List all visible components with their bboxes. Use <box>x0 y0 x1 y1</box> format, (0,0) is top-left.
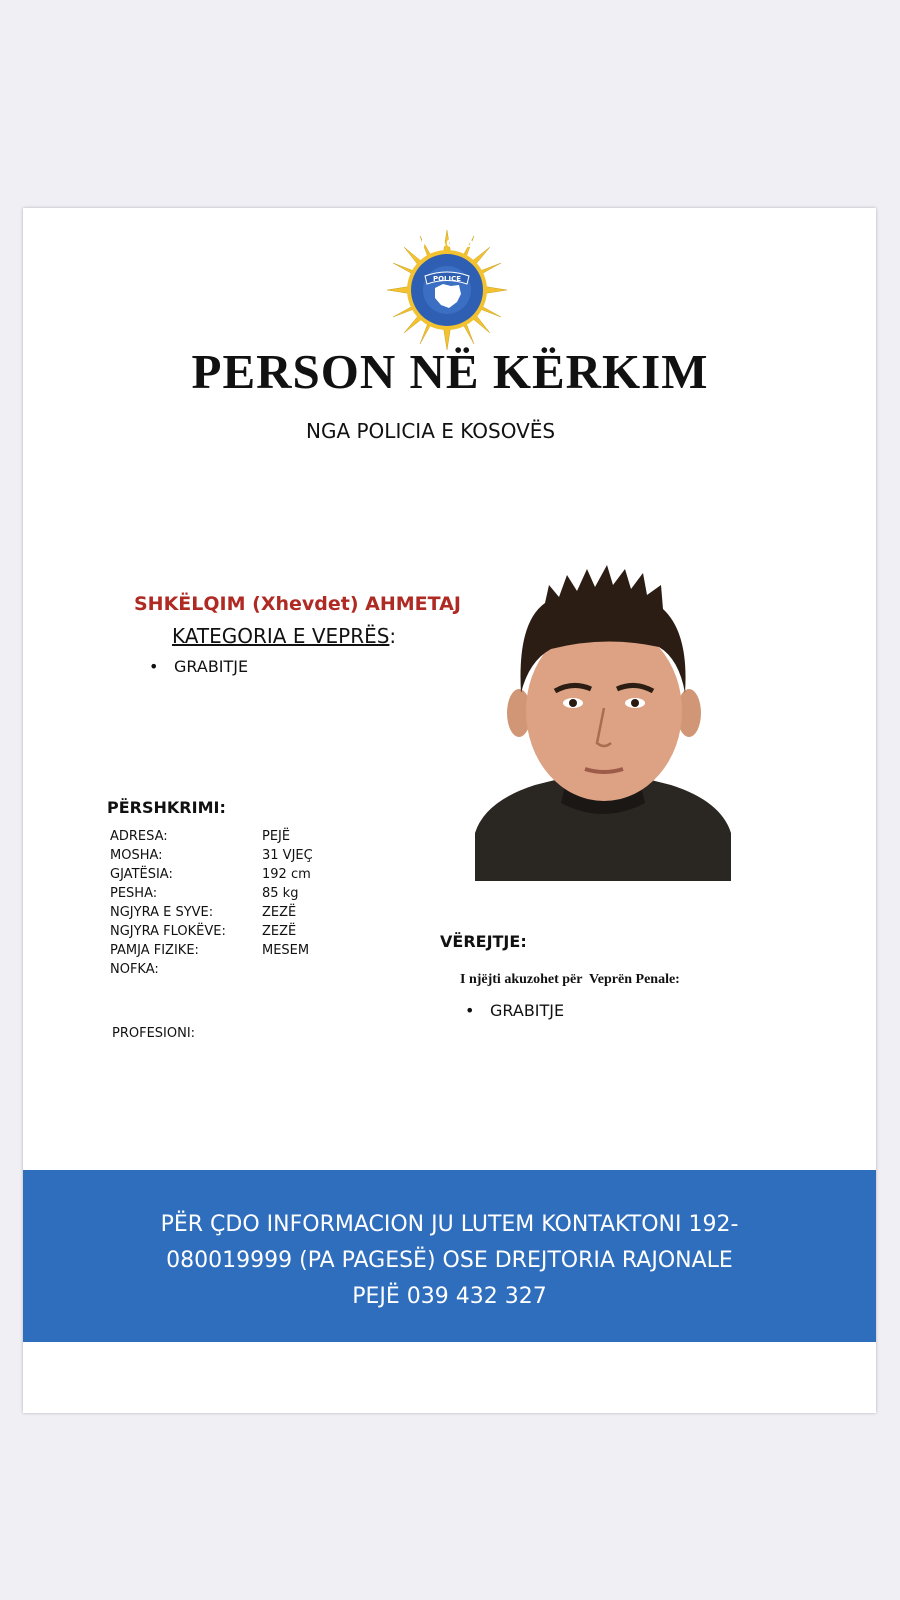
list-item <box>465 1001 564 1020</box>
field-value: ZEZË <box>262 924 297 939</box>
suspect-name: SHKËLQIM (Xhevdet) AHMETAJ <box>134 593 461 615</box>
contact-banner <box>23 1170 876 1342</box>
remarks-heading: VËREJTJE: <box>440 932 527 951</box>
remarks-text: I njëjti akuzohet për Veprën Penale: <box>460 972 680 987</box>
table-row <box>110 903 313 922</box>
description-table <box>110 827 313 979</box>
field-label: MOSHA: <box>110 848 163 863</box>
logo-band-text: POLICE <box>432 275 462 283</box>
field-value: MESEM <box>262 943 310 958</box>
category-list <box>149 657 248 676</box>
description-heading: PËRSHKRIMI: <box>107 798 226 817</box>
bullet-icon: • <box>149 657 159 676</box>
bullet-icon: • <box>465 1001 475 1020</box>
field-label: ADRESA: <box>110 829 168 844</box>
table-row <box>110 941 313 960</box>
field-value: 192 cm <box>262 867 311 882</box>
suspect-photo <box>475 563 731 881</box>
field-label: NGJYRA FLOKËVE: <box>110 924 226 939</box>
kosovo-police-logo <box>385 228 509 352</box>
field-value: 85 kg <box>262 886 299 901</box>
contact-line: PËR ÇDO INFORMACION JU LUTEM KONTAKTONI 192- <box>160 1212 739 1237</box>
table-row <box>110 960 313 979</box>
wanted-poster <box>23 208 876 1413</box>
field-value: ZEZË <box>262 905 297 920</box>
poster-subtitle: NGA POLICIA E KOSOVËS <box>306 419 556 443</box>
table-row <box>110 865 313 884</box>
field-label: GJATËSIA: <box>110 867 173 882</box>
table-row <box>110 884 313 903</box>
remarks-item: GRABITJE <box>490 1001 565 1020</box>
category-heading <box>172 624 396 648</box>
contact-line: PEJË 039 432 327 <box>352 1284 547 1309</box>
category-label: KATEGORIA E VEPRËS <box>172 624 390 648</box>
contact-text <box>113 1207 786 1315</box>
field-label: NGJYRA E SYVE: <box>110 905 214 920</box>
table-row <box>110 922 313 941</box>
profession-label: PROFESIONI: <box>112 1026 196 1041</box>
field-label: NOFKA: <box>110 962 159 977</box>
field-value <box>262 960 313 979</box>
category-colon: : <box>389 624 397 648</box>
logo-ring-text: KOSOVO <box>420 237 474 250</box>
poster-title: PERSON NË KËRKIM <box>191 344 709 399</box>
field-value: 31 VJEÇ <box>262 848 313 863</box>
table-row <box>110 846 313 865</box>
contact-line: 080019999 (PA PAGESË) OSE DREJTORIA RAJONALE <box>166 1248 733 1273</box>
field-value: PEJË <box>262 829 291 844</box>
table-row <box>110 827 313 846</box>
field-label: PESHA: <box>110 886 158 901</box>
field-label: PAMJA FIZIKE: <box>110 943 199 958</box>
category-item: GRABITJE <box>174 657 249 676</box>
list-item <box>149 657 248 676</box>
remarks-list <box>465 1001 564 1020</box>
